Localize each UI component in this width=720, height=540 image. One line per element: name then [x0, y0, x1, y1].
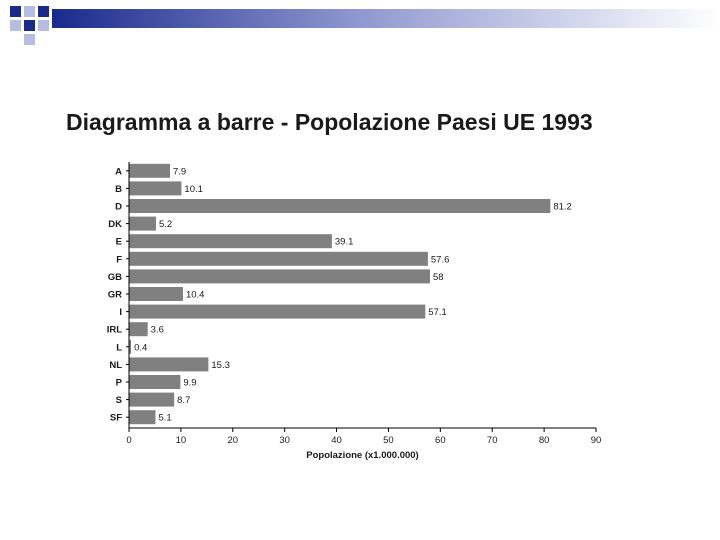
x-tick-label: 50: [383, 435, 394, 446]
slide-title: Diagramma a barre - Popolazione Paesi UE 1993: [66, 109, 593, 135]
bar: [129, 199, 550, 213]
data-label: 58: [432, 271, 444, 283]
bar: [129, 181, 181, 195]
bar: [129, 234, 332, 248]
y-tick-label: GB: [107, 271, 122, 283]
x-tick-label: 30: [279, 435, 290, 446]
y-tick-label: I: [119, 307, 122, 319]
data-label: 57.6: [430, 254, 450, 266]
y-tick-label: SF: [109, 412, 122, 424]
bar: [129, 393, 174, 407]
data-label: 3.6: [150, 324, 164, 336]
y-tick-label: D: [115, 201, 122, 213]
bar: [129, 375, 180, 389]
x-tick-label: 0: [126, 435, 132, 446]
bar: [129, 252, 428, 266]
y-tick-label: S: [115, 395, 122, 407]
data-label: 8.7: [177, 395, 191, 407]
data-label: 15.3: [211, 359, 230, 371]
bar: [129, 287, 183, 301]
bar: [129, 217, 156, 231]
x-tick-label: 80: [538, 435, 550, 446]
data-label: 81.2: [553, 201, 572, 213]
y-tick-label: DK: [108, 219, 122, 231]
data-label: 5.1: [158, 412, 172, 424]
x-tick-label: 10: [175, 435, 187, 446]
data-label: 10.1: [184, 183, 203, 195]
bar: [129, 305, 425, 319]
data-label: 10.4: [185, 289, 205, 301]
y-tick-label: B: [115, 183, 122, 195]
data-label: 7.9: [172, 166, 187, 178]
y-tick-label: NL: [109, 359, 122, 371]
y-tick-label: E: [115, 236, 122, 248]
bar: [129, 164, 170, 178]
y-tick-label: A: [115, 166, 122, 178]
bar: [129, 357, 208, 371]
data-label: 39.1: [334, 236, 354, 248]
x-tick-label: 90: [590, 435, 602, 446]
x-tick-label: 40: [331, 435, 342, 446]
x-tick-label: 20: [227, 435, 239, 446]
data-label: 5.2: [158, 219, 173, 231]
bar: [129, 410, 155, 424]
x-tick-label: 70: [486, 435, 498, 446]
y-tick-label: GR: [107, 289, 122, 301]
x-axis-title: Popolazione (x1.000.000): [306, 450, 419, 461]
bar: [129, 322, 148, 336]
data-label: 57.1: [428, 307, 447, 319]
data-label: 0.4: [134, 342, 148, 354]
y-tick-label: L: [116, 342, 122, 354]
x-tick-label: 60: [435, 435, 446, 446]
y-tick-label: F: [116, 254, 122, 266]
bar: [129, 269, 430, 283]
y-tick-label: P: [115, 377, 122, 389]
data-label: 9.9: [183, 377, 197, 389]
y-tick-label: IRL: [106, 324, 122, 336]
